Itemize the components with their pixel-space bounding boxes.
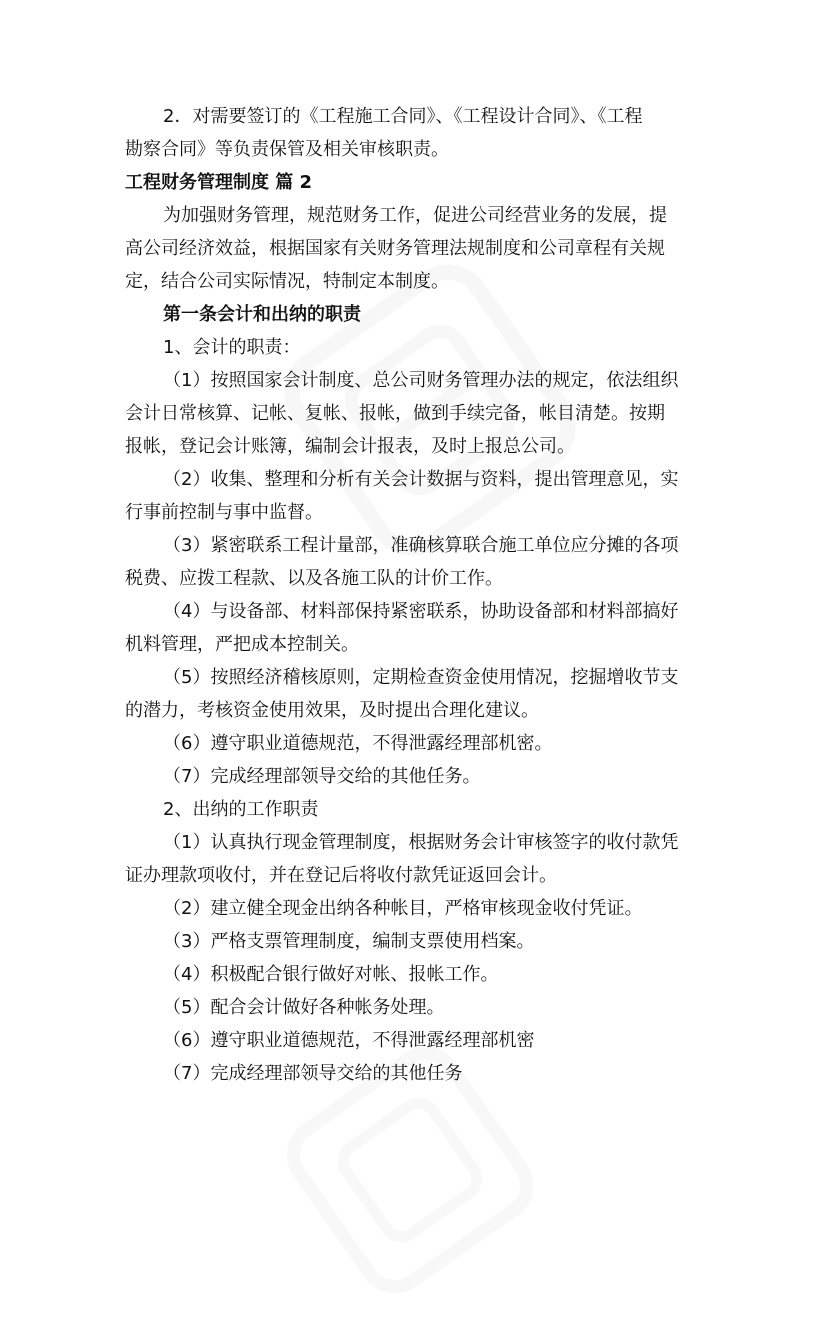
- text-line: （7）完成经理部领导交给的其他任务。: [163, 766, 481, 787]
- cashier-item-7: [125, 1057, 710, 1090]
- cashier-item-6: [125, 1024, 710, 1057]
- text-line: （2）建立健全现金出纳各种帐目，严格审核现金收付凭证。: [163, 898, 643, 919]
- text-line: 机料管理，严把成本控制关。: [125, 634, 359, 655]
- accountant-item-2: [125, 463, 710, 529]
- cashier-item-2: [125, 892, 710, 925]
- text-line: 行事前控制与事中监督。: [125, 502, 323, 523]
- text-line: （1）认真执行现金管理制度，根据财务会计审核签字的收付款凭: [163, 832, 679, 853]
- cashier-item-3: [125, 925, 710, 958]
- text-line: （3）严格支票管理制度，编制支票使用档案。: [163, 931, 535, 952]
- subheading-text: 2、出纳的工作职责: [163, 799, 319, 820]
- accountant-heading: [125, 331, 710, 364]
- text-line: （7）完成经理部领导交给的其他任务: [163, 1063, 463, 1084]
- accountant-item-1: [125, 364, 710, 463]
- text-line: （6）遵守职业道德规范，不得泄露经理部机密: [163, 1030, 535, 1051]
- accountant-item-5: [125, 661, 710, 727]
- subheading-text: 1、会计的职责：: [163, 337, 301, 358]
- accountant-item-4: [125, 595, 710, 661]
- accountant-item-3: [125, 529, 710, 595]
- paragraph-intro: [125, 199, 710, 298]
- accountant-item-7: [125, 760, 710, 793]
- heading-text: 第一条会计和出纳的职责: [163, 304, 361, 325]
- text-line: 会计日常核算、记帐、复帐、报帐，做到手续完备，帐目清楚。按期: [125, 403, 665, 424]
- text-line: 勘察合同》等负责保管及相关审核职责。: [125, 139, 449, 160]
- article-1-heading: [125, 298, 710, 331]
- document-body: [125, 100, 710, 1090]
- cashier-heading: [125, 793, 710, 826]
- cashier-item-4: [125, 958, 710, 991]
- text-line: （4）积极配合银行做好对帐、报帐工作。: [163, 964, 499, 985]
- text-line: 的潜力，考核资金使用效果，及时提出合理化建议。: [125, 700, 539, 721]
- text-line: （2）收集、整理和分析有关会计数据与资料，提出管理意见，实: [163, 469, 679, 490]
- text-line: 高公司经济效益，根据国家有关财务管理法规制度和公司章程有关规: [125, 238, 665, 259]
- cashier-item-5: [125, 991, 710, 1024]
- accountant-item-6: [125, 727, 710, 760]
- section-heading: [125, 166, 710, 199]
- text-line: （3）紧密联系工程计量部，准确核算联合施工单位应分摊的各项: [163, 535, 679, 556]
- text-line: （4）与设备部、材料部保持紧密联系，协助设备部和材料部搞好: [163, 601, 679, 622]
- text-line: 定，结合公司实际情况，特制定本制度。: [125, 271, 449, 292]
- heading-text: 工程财务管理制度 篇 2: [125, 172, 313, 193]
- text-line: 2．对需要签订的《工程施工合同》、《工程设计合同》、《工程: [163, 106, 643, 127]
- text-line: 税费、应拨工程款、以及各施工队的计价工作。: [125, 568, 503, 589]
- text-line: （5）按照经济稽核原则，定期检查资金使用情况，挖掘增收节支: [163, 667, 679, 688]
- cashier-item-1: [125, 826, 710, 892]
- paragraph-contracts: [125, 100, 710, 166]
- text-line: （1）按照国家会计制度、总公司财务管理办法的规定，依法组织: [163, 370, 679, 391]
- text-line: 报帐，登记会计账簿，编制会计报表，及时上报总公司。: [125, 436, 575, 457]
- text-line: 证办理款项收付，并在登记后将收付款凭证返回会计。: [125, 865, 557, 886]
- text-line: 为加强财务管理，规范财务工作，促进公司经营业务的发展，提: [163, 205, 667, 226]
- text-line: （5）配合会计做好各种帐务处理。: [163, 997, 445, 1018]
- text-line: （6）遵守职业道德规范，不得泄露经理部机密。: [163, 733, 553, 754]
